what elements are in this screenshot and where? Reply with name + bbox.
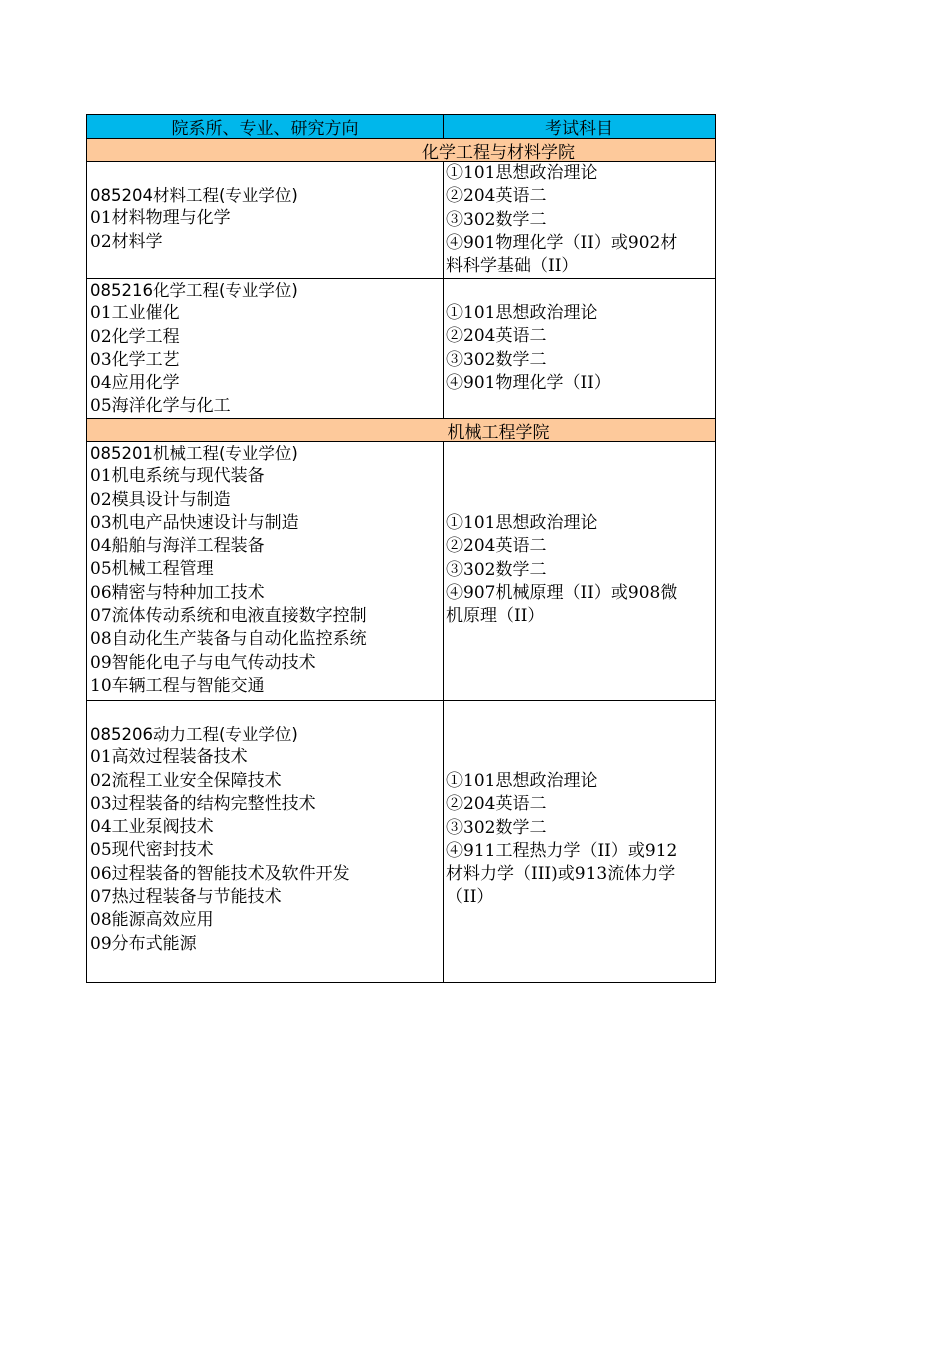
subject-item: （II） — [446, 887, 494, 908]
section-title: 机械工程学院 — [447, 422, 550, 443]
subject-item: ③302数学二 — [446, 817, 547, 838]
major-name: 085206动力工程(专业学位) — [90, 725, 298, 744]
direction-item: 01工业催化 — [90, 303, 180, 324]
subject-item: ④901物理化学（II）或902材 — [446, 232, 678, 253]
subject-item: ②204英语二 — [446, 794, 547, 815]
direction-item: 05海洋化学与化工 — [90, 396, 231, 417]
section-heading-mech — [86, 419, 716, 442]
subject-item: ④911工程热力学（II）或912 — [446, 840, 678, 861]
section-heading-chem — [86, 139, 716, 162]
subject-item: ②204英语二 — [446, 186, 547, 207]
subject-item: ①101思想政治理论 — [446, 163, 598, 183]
direction-item: 04船舶与海洋工程装备 — [90, 536, 265, 557]
direction-cell — [86, 279, 444, 418]
subject-item: 材料力学（III)或913流体力学 — [446, 864, 676, 885]
direction-item: 08自动化生产装备与自动化监控系统 — [90, 629, 367, 650]
subjects-cell — [443, 162, 716, 278]
subjects-cell — [443, 442, 716, 700]
direction-item: 06精密与特种加工技术 — [90, 582, 265, 603]
subject-item: ①101思想政治理论 — [446, 771, 598, 791]
header-direction-label: 院系所、专业、研究方向 — [171, 119, 359, 138]
direction-item: 04应用化学 — [90, 373, 180, 394]
subject-item: ①101思想政治理论 — [446, 303, 598, 323]
major-name: 085204材料工程(专业学位) — [90, 186, 298, 205]
direction-item: 06过程装备的智能技术及软件开发 — [90, 863, 350, 884]
direction-item: 07流体传动系统和电液直接数字控制 — [90, 606, 367, 627]
direction-item: 04工业泵阀技术 — [90, 817, 214, 838]
subjects-cell — [443, 279, 716, 418]
subject-item: ④907机械原理（II）或908微 — [446, 582, 678, 603]
direction-item: 09分布式能源 — [90, 933, 197, 954]
table-row — [86, 279, 716, 419]
subject-item: ②204英语二 — [446, 326, 547, 347]
table-header — [86, 114, 716, 139]
direction-item: 05现代密封技术 — [90, 840, 214, 861]
direction-item: 05机械工程管理 — [90, 559, 214, 580]
direction-item: 02流程工业安全保障技术 — [90, 770, 282, 791]
direction-cell — [86, 162, 444, 278]
direction-item: 03过程装备的结构完整性技术 — [90, 793, 316, 814]
direction-item: 01高效过程装备技术 — [90, 747, 248, 768]
direction-item: 10车辆工程与智能交通 — [90, 675, 265, 696]
major-name: 085216化学工程(专业学位) — [90, 281, 298, 300]
direction-item: 02材料学 — [90, 231, 163, 252]
subjects-cell — [443, 701, 716, 982]
subject-item: ①101思想政治理论 — [446, 513, 598, 533]
subject-item: 机原理（II） — [446, 606, 545, 627]
direction-item: 01机电系统与现代装备 — [90, 466, 265, 487]
direction-item: 08能源高效应用 — [90, 910, 214, 931]
table-row — [86, 162, 716, 279]
subject-item: ③302数学二 — [446, 559, 547, 580]
subject-item: ④901物理化学（II） — [446, 372, 611, 393]
header-subjects-label: 考试科目 — [545, 119, 613, 138]
direction-cell — [86, 701, 444, 982]
direction-item: 03机电产品快速设计与制造 — [90, 512, 299, 533]
subject-item: ③302数学二 — [446, 209, 547, 230]
direction-item: 09智能化电子与电气传动技术 — [90, 652, 316, 673]
direction-item: 02化学工程 — [90, 326, 180, 347]
subject-item: 料科学基础（II） — [446, 256, 579, 277]
table-row — [86, 701, 716, 983]
direction-item: 07热过程装备与节能技术 — [90, 887, 282, 908]
major-name: 085201机械工程(专业学位) — [90, 444, 298, 463]
header-cell-subjects — [443, 115, 716, 138]
subject-item: ②204英语二 — [446, 536, 547, 557]
admission-table — [86, 114, 716, 983]
subject-item: ③302数学二 — [446, 349, 547, 370]
direction-item: 03化学工艺 — [90, 349, 180, 370]
direction-item: 02模具设计与制造 — [90, 489, 231, 510]
section-title: 化学工程与材料学院 — [422, 142, 575, 163]
direction-item: 01材料物理与化学 — [90, 208, 231, 229]
direction-cell — [86, 442, 444, 700]
table-row — [86, 442, 716, 701]
header-cell-direction — [86, 115, 444, 138]
